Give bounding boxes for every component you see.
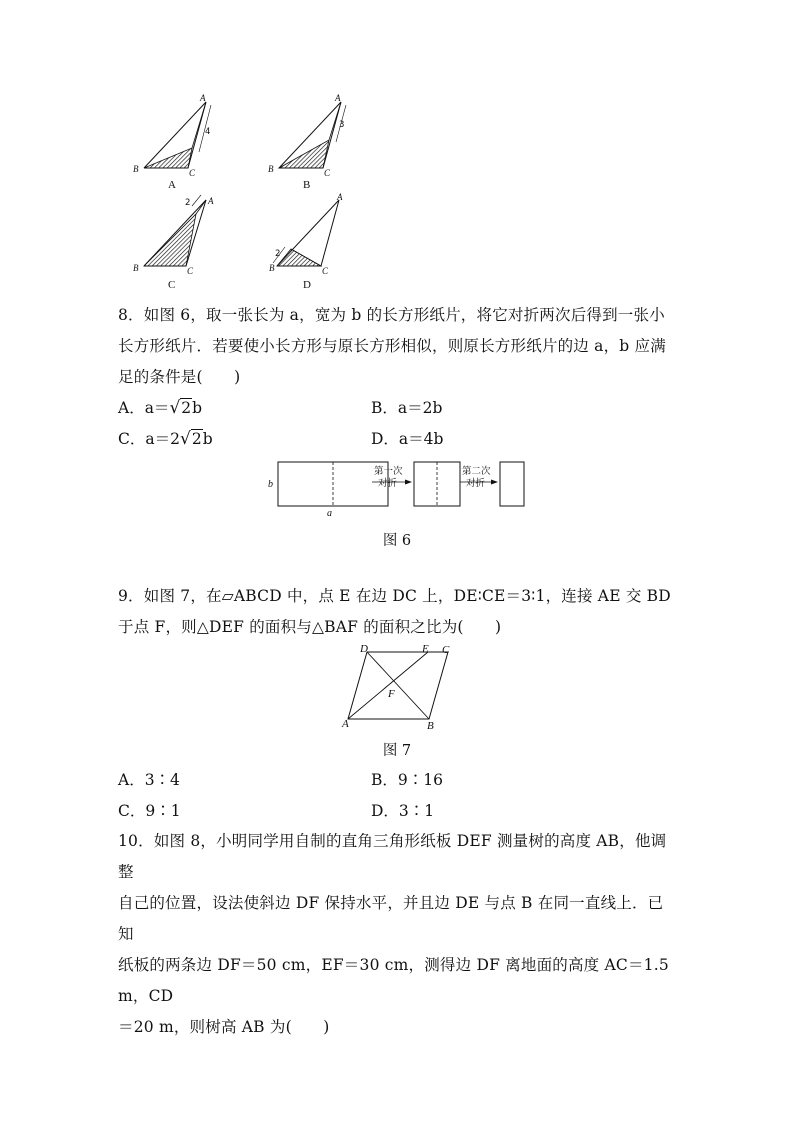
q9-option-b: B．9∶16 [371, 771, 443, 789]
label-a: A [337, 192, 343, 202]
vertex-c: C [442, 644, 450, 656]
figure-option-a [128, 92, 228, 192]
width-label-b: b [268, 479, 273, 490]
q8-line-2: 长方形纸片．若要使小长方形与原长方形相似，则原长方形纸片的边 a，b 应满 [118, 337, 666, 355]
q9-line-1: 9．如图 7，在▱ABCD 中，点 E 在边 DC 上，DE∶CE＝3∶1，连接 AE 交 BD [118, 587, 671, 605]
label-a: A [208, 196, 214, 206]
length-label: 2 [185, 198, 191, 208]
figure-7-caption: 图 7 [382, 743, 412, 759]
q8-option-b: B．a＝2b [371, 399, 443, 417]
figure-option-d [263, 192, 363, 292]
label-c: C [324, 168, 331, 178]
q9-option-d: D．3∶1 [371, 802, 435, 820]
step-1-label-line-2: 对折 [378, 478, 398, 489]
q9-option-a: A．3∶4 [118, 771, 180, 789]
point-e: E [422, 643, 429, 655]
length-label-a: a [327, 508, 332, 519]
label-a: A [335, 93, 341, 103]
q9-option-c: C．9∶1 [118, 802, 181, 820]
figure-6-folding [264, 456, 534, 520]
q8-line-3: 足的条件是( ) [118, 368, 241, 386]
q8-option-c-suffix: b [202, 430, 213, 448]
figure-option-b [263, 92, 363, 192]
length-label: 4 [205, 127, 211, 137]
q8-option-c-radicand: 2 [191, 430, 202, 448]
label-c: C [189, 168, 196, 178]
q8-option-a-prefix: A．a＝ [118, 399, 170, 417]
q8-option-c [118, 429, 213, 449]
q10-line-4: ＝20 m，则树高 AB 为( ) [118, 1018, 330, 1036]
vertex-d: D [360, 643, 368, 655]
sqrt-sign: √ [169, 398, 181, 418]
figure-option-c [128, 192, 228, 292]
label-b: B [133, 164, 139, 174]
step-2-label-line-1: 第二次 [462, 466, 491, 477]
label-c: C [187, 266, 194, 276]
question-9-text [118, 581, 678, 643]
q8-line-1: 8．如图 6，取一张长为 a，宽为 b 的长方形纸片，将它对折两次后得到一张小 [118, 306, 665, 324]
label-b: B [133, 263, 139, 273]
q10-line-1: 10．如图 8，小明同学用自制的直角三角形纸板 DEF 测量树的高度 AB，他调整 [118, 832, 667, 881]
figure-7-parallelogram [340, 642, 460, 732]
label-a: A [200, 93, 206, 103]
vertex-a: A [342, 718, 349, 730]
label-b: B [269, 263, 275, 273]
q10-line-2: 自己的位置，设法使斜边 DF 保持水平，并且边 DE 与点 B 在同一直线上．已知 [118, 894, 664, 943]
q8-option-a-suffix: b [192, 399, 203, 417]
q8-option-c-prefix: C．a＝2 [118, 430, 180, 448]
figure-caption: D [303, 279, 311, 291]
question-8-text [118, 300, 678, 393]
vertex-b: B [427, 720, 434, 732]
label-c: C [322, 266, 329, 276]
figure-6-caption: 图 6 [382, 533, 412, 549]
length-label: 2 [275, 249, 281, 259]
length-label: 3 [339, 120, 345, 130]
sqrt-sign: √ [179, 429, 191, 449]
q8-option-a [118, 398, 202, 418]
figure-caption: B [303, 179, 311, 191]
q10-line-3: 纸板的两条边 DF＝50 cm，EF＝30 cm，测得边 DF 离地面的高度 AC＝1.5 m，CD [118, 956, 669, 1005]
step-1-label-line-1: 第一次 [374, 466, 403, 477]
figure-caption: A [168, 179, 176, 191]
question-10-text [118, 826, 678, 1043]
q8-option-a-radicand: 2 [181, 399, 192, 417]
step-2-label-line-2: 对折 [466, 478, 486, 489]
point-f: F [388, 688, 395, 700]
q9-line-2: 于点 F，则△DEF 的面积与△BAF 的面积之比为( ) [118, 618, 502, 636]
q8-option-d: D．a＝4b [371, 430, 444, 448]
figure-caption: C [168, 279, 176, 291]
label-b: B [268, 164, 274, 174]
